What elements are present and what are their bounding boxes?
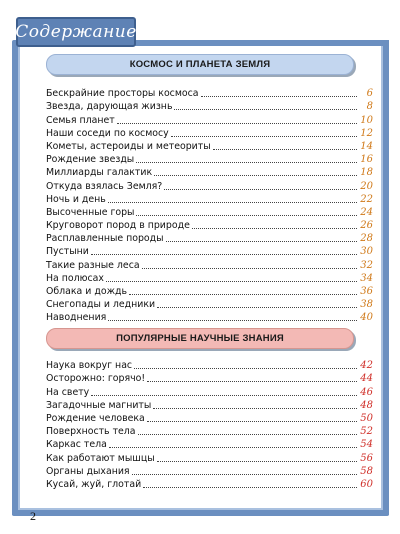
toc-entry-title: Откуда взялась Земля? [46, 180, 163, 192]
dot-leader [91, 395, 357, 396]
toc-entry-title: Поверхность тела [46, 426, 136, 438]
toc-entry-title: Облака и дождь [46, 286, 128, 297]
toc-entry-page: 54 [360, 439, 373, 451]
toc-entry-page: 44 [360, 373, 373, 385]
dot-leader [153, 408, 357, 409]
toc-entry[interactable] [46, 257, 373, 270]
toc-entry[interactable] [46, 218, 373, 231]
dot-leader [106, 281, 357, 282]
dot-leader [174, 109, 357, 110]
dot-leader [147, 421, 357, 422]
page-number: 2 [30, 509, 36, 523]
toc-entry[interactable] [46, 297, 373, 310]
toc-entry[interactable] [46, 371, 373, 384]
toc-entry-page: 18 [360, 167, 373, 179]
toc-entry-page: 30 [360, 246, 373, 258]
toc-entry-title: Семья планет [46, 114, 115, 126]
toc-entry-title: Звезда, дарующая жизнь [46, 101, 173, 113]
toc-entry-title: Ночь и день [46, 193, 106, 205]
toc-entry-page: 52 [360, 426, 373, 438]
toc-entry-page: 22 [360, 193, 373, 205]
dot-leader [201, 96, 357, 97]
toc-entry-page: 32 [360, 259, 373, 271]
toc-entry[interactable] [46, 384, 373, 397]
dot-leader [108, 202, 357, 203]
dot-leader [138, 434, 357, 435]
toc-entry-page: 58 [360, 465, 373, 477]
dot-leader [91, 254, 357, 255]
toc-entry-title: Миллиарды галактик [46, 167, 153, 179]
toc-entry-page: 60 [360, 478, 373, 490]
toc-entry[interactable] [46, 398, 373, 411]
toc-entry-title: На полюсах [46, 272, 104, 284]
toc-entry-title: Загадочные магниты [46, 399, 152, 411]
toc-entry[interactable] [46, 437, 373, 450]
toc-entry-title: Снегопады и ледники [46, 299, 156, 311]
toc-entry-page: 8 [366, 101, 373, 113]
dot-leader [136, 215, 357, 216]
toc-entry[interactable] [46, 178, 373, 191]
toc-entry-page: 48 [360, 399, 373, 411]
toc-entry-page: 6 [366, 88, 373, 100]
toc-entry-title: Круговорот пород в природе [46, 220, 190, 232]
toc-entry[interactable] [46, 271, 373, 284]
toc-entry-title: Рождение звезды [46, 154, 135, 166]
toc-entry-title: Наводнения [46, 312, 107, 324]
section-banner-science [46, 328, 354, 349]
toc-entry-title: На свету [46, 386, 90, 398]
toc-entry[interactable] [46, 99, 373, 112]
toc-entry[interactable] [46, 205, 373, 218]
toc-entry-title: Бескрайние просторы космоса [46, 88, 199, 100]
toc-entry-page: 42 [360, 360, 373, 372]
toc-entry-page: 36 [360, 286, 373, 297]
section-title: КОСМОС И ПЛАНЕТА ЗЕМЛЯ [129, 59, 271, 70]
toc-entry[interactable] [46, 112, 373, 125]
dot-leader [213, 149, 357, 150]
toc-entry[interactable] [46, 231, 373, 244]
toc-entry[interactable] [46, 165, 373, 178]
toc-entry-page: 50 [360, 412, 373, 424]
section-title: ПОПУЛЯРНЫЕ НАУЧНЫЕ ЗНАНИЯ [116, 333, 284, 344]
toc-entry-title: Кометы, астероиды и метеориты [46, 140, 211, 152]
dot-leader [147, 381, 357, 382]
toc-entry-title: Высоченные горы [46, 206, 135, 218]
toc-entry-page: 16 [360, 154, 373, 166]
toc-entry-title: Наши соседи по космосу [46, 127, 169, 139]
toc-entry-page: 12 [360, 127, 373, 139]
toc-entry[interactable] [46, 244, 373, 257]
toc-entry-title: Расплавленные породы [46, 233, 164, 245]
toc-entry[interactable] [46, 126, 373, 139]
toc-entry-page: 46 [360, 386, 373, 398]
dot-leader [136, 162, 357, 163]
toc-entry-title: Пустыни [46, 246, 89, 258]
dot-leader [132, 474, 357, 475]
dot-leader [142, 268, 357, 269]
toc-entry[interactable] [46, 139, 373, 152]
toc-entry-page: 26 [360, 220, 373, 232]
toc-entry[interactable] [46, 192, 373, 205]
toc-entry-page: 56 [360, 452, 373, 464]
toc-entry-title: Наука вокруг нас [46, 360, 133, 372]
toc-entry-page: 24 [360, 206, 373, 218]
toc-entry-title: Такие разные леса [46, 259, 140, 271]
toc-entry-title: Осторожно: горячо! [46, 373, 146, 385]
toc-entry[interactable] [46, 310, 373, 323]
toc-entry-page: 34 [360, 272, 373, 284]
toc-entry-page: 28 [360, 233, 373, 245]
toc-entry[interactable] [46, 464, 373, 477]
toc-entry-title: Рождение человека [46, 412, 145, 424]
dot-leader [166, 241, 357, 242]
dot-leader [154, 175, 357, 176]
dot-leader [117, 123, 357, 124]
dot-leader [157, 307, 357, 308]
toc-entry-title: Кусай, жуй, глотай [46, 478, 142, 490]
toc-entry[interactable] [46, 152, 373, 165]
dot-leader [171, 136, 357, 137]
dot-leader [109, 447, 357, 448]
section-banner-space [46, 54, 354, 75]
toc-entry-title: Каркас тела [46, 439, 107, 451]
toc-entry[interactable] [46, 284, 373, 297]
toc-entry[interactable] [46, 86, 373, 99]
dot-leader [192, 228, 357, 229]
toc-entry-page: 38 [360, 299, 373, 311]
toc-entry[interactable] [46, 477, 373, 490]
toc-entry-page: 20 [360, 180, 373, 192]
toc-list-space [46, 86, 373, 323]
dot-leader [108, 320, 357, 321]
dot-leader [134, 368, 357, 369]
toc-entry-page: 40 [360, 312, 373, 324]
dot-leader [164, 189, 357, 190]
toc-entry-title: Как работают мышцы [46, 452, 155, 464]
toc-entry-page: 14 [360, 140, 373, 152]
toc-entry-page: 10 [360, 114, 373, 126]
toc-entry[interactable] [46, 424, 373, 437]
toc-entry-title: Органы дыхания [46, 465, 130, 477]
header-tab [16, 17, 136, 47]
toc-list-science [46, 358, 373, 490]
dot-leader [157, 461, 357, 462]
page-title: Содержание [15, 22, 137, 42]
toc-entry[interactable] [46, 411, 373, 424]
toc-entry[interactable] [46, 358, 373, 371]
dot-leader [143, 487, 357, 488]
toc-entry[interactable] [46, 450, 373, 463]
dot-leader [129, 294, 357, 295]
